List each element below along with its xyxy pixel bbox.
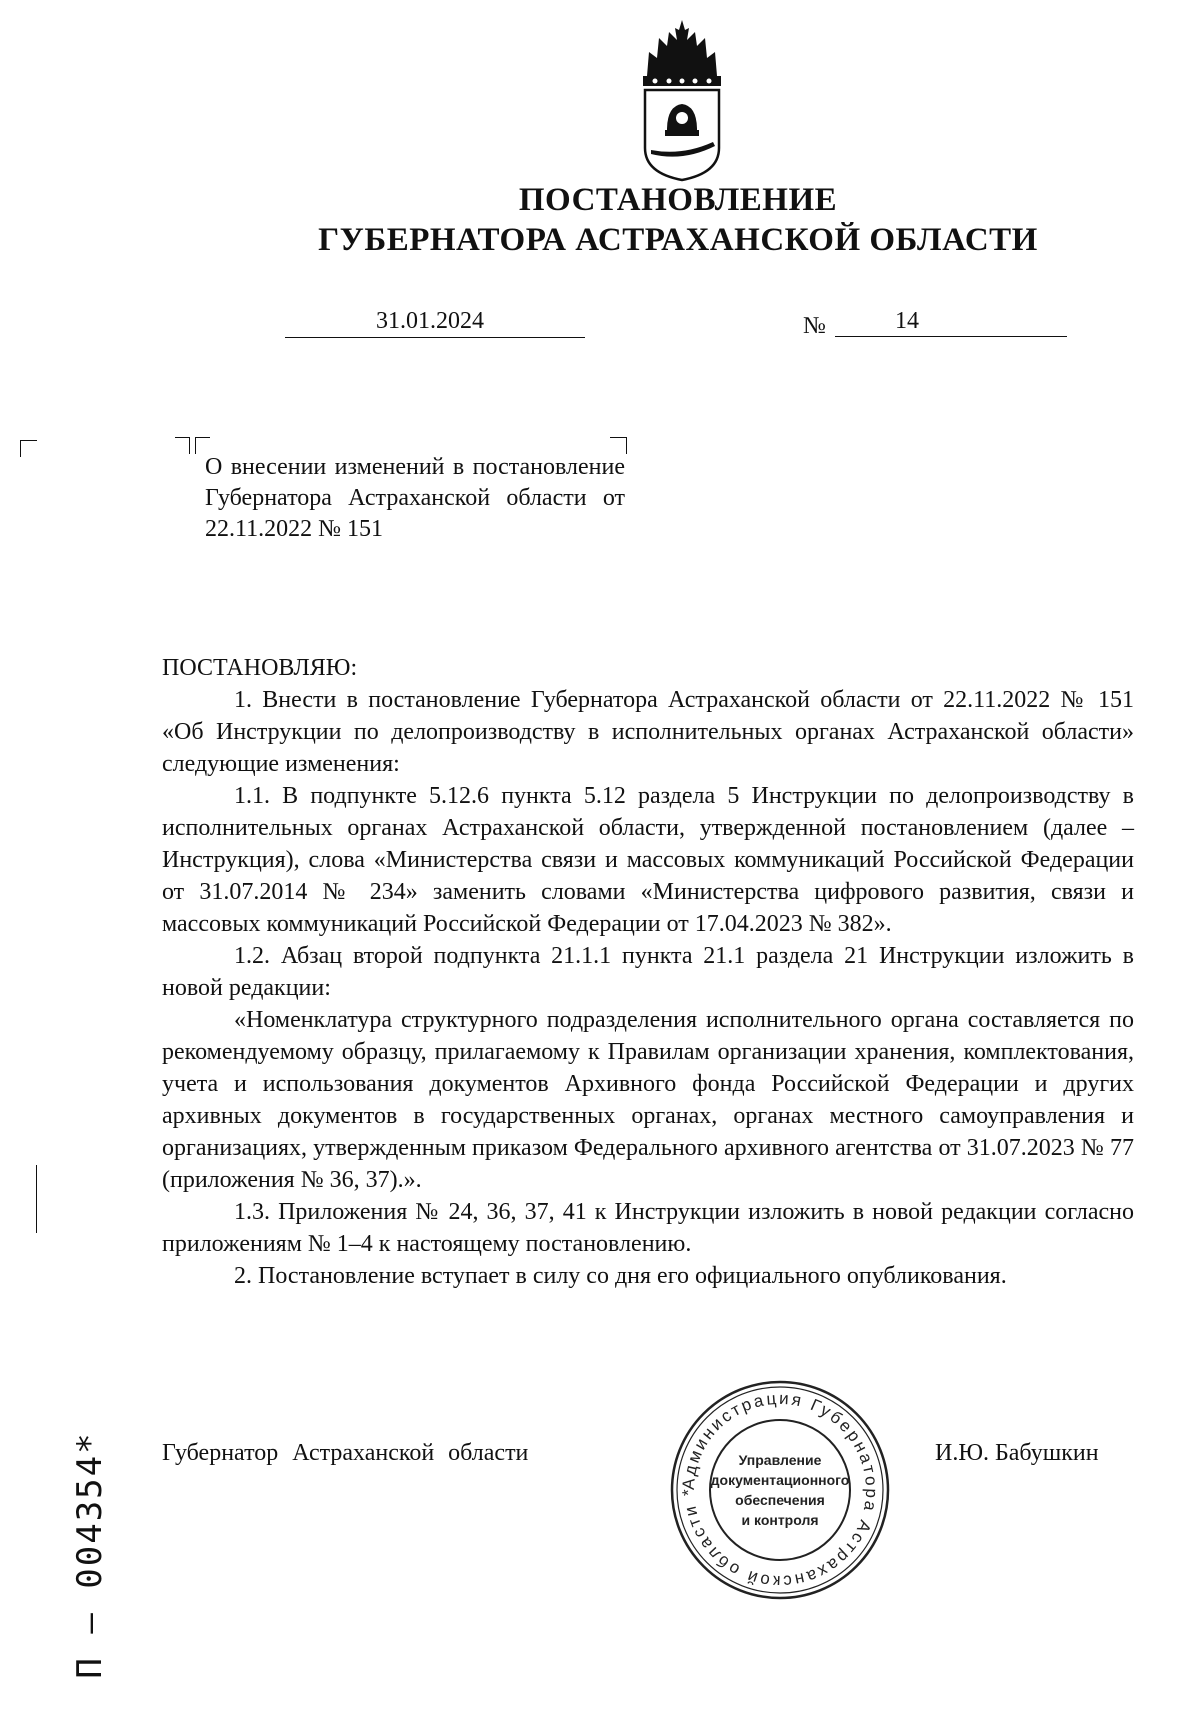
clause-1-2-quote: «Номенклатура структурного подразделения исполнительного органа составляется по рекомендуемому образцу, прилагаемому к Правилам организации хранения, комплектования, учета и использования документов Архивного фонда Российской Федерации и других архивных документов в государственных органах, органах местного самоуправления и организациях, утвержденным приказом Федерального архивного агентства от 31.07.2023 № 77 (приложения № 36, 37).».: [162, 1007, 1134, 1193]
clause-1-2: 1.2. Абзац второй подпункта 21.1.1 пункта 21.1 раздела 21 Инструкции изложить в новой редакции:: [162, 943, 1134, 1001]
document-number: 14: [835, 307, 1067, 337]
stamp-center-line: и контроля: [741, 1512, 819, 1528]
document-type-title: ПОСТАНОВЛЕНИЕ: [518, 182, 838, 218]
serial-number: П – 004354*: [70, 1431, 110, 1679]
official-stamp: [665, 1375, 895, 1605]
stamp-center-line: Управление: [738, 1452, 822, 1468]
issuing-authority-title: ГУБЕРНАТОРА АСТРАХАНСКОЙ ОБЛАСТИ: [318, 222, 1038, 258]
clause-1: 1. Внести в постановление Губернатора Астраханской области от 22.11.2022 № 151 «Об Инструкции по делопроизводству в исполнительных органах Астраханской области» следующие изменения:: [162, 687, 1134, 777]
clause-1-1: 1.1. В подпункте 5.12.6 пункта 5.12 раздела 5 Инструкции по делопроизводству в исполнительных органах Астраханской области, утвержденной постановлением (далее – Инструкция), слова «Министерства связи и массовых коммуникаций Российской Федерации от 31.07.2014 № 234» заменить словами «Министерства цифрового развития, связи и массовых коммуникаций Российской Федерации от 17.04.2023 № 382».: [162, 783, 1134, 937]
margin-line: [36, 1165, 37, 1233]
stamp-center-line: документационного: [710, 1472, 850, 1488]
signatory-position: Губернатор Астраханской области: [162, 1440, 529, 1466]
clause-1-3: 1.3. Приложения № 24, 36, 37, 41 к Инструкции изложить в новой редакции согласно приложениям № 1–4 к настоящему постановлению.: [162, 1199, 1134, 1257]
subject-corner-mark: [175, 437, 190, 454]
astrakhan-coat-of-arms-icon: [637, 18, 727, 183]
document-body: [162, 652, 1134, 1292]
stamp-center-line: обеспечения: [735, 1492, 825, 1508]
signatory-name: И.Ю. Бабушкин: [935, 1440, 1099, 1466]
clause-2: 2. Постановление вступает в силу со дня его официального опубликования.: [234, 1263, 1007, 1289]
margin-corner-mark: [20, 440, 37, 457]
number-label: №: [803, 313, 826, 339]
resolution-heading: ПОСТАНОВЛЯЮ:: [162, 655, 358, 681]
document-date: 31.01.2024: [285, 307, 585, 338]
stamp-ring-text: Администрация Губернатора Астраханской области *: [678, 1388, 882, 1592]
document-subject: О внесении изменений в постановление Губернатора Астраханской области от 22.11.2022 № 151: [205, 454, 625, 542]
